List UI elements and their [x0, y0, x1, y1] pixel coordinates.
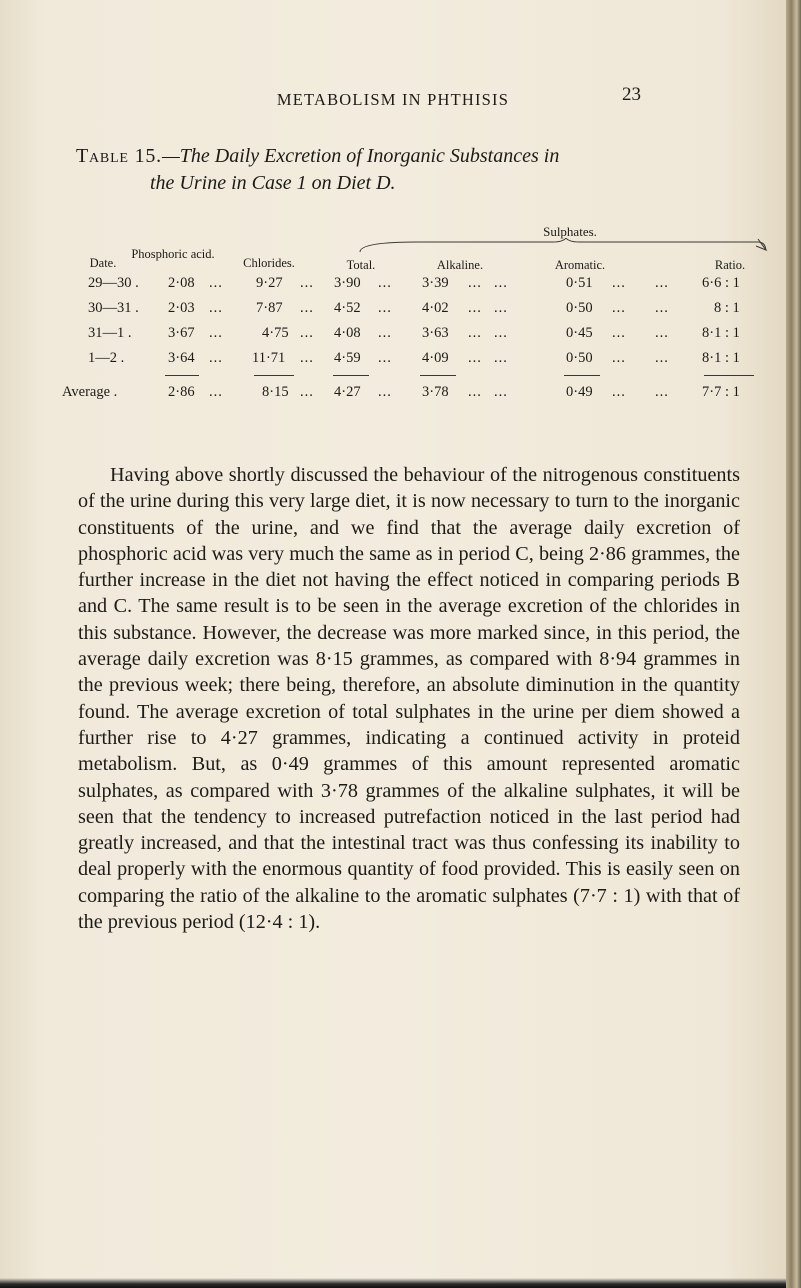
- col-header-total: Total.: [346, 258, 376, 272]
- cell-date: 29—30 .: [88, 275, 139, 291]
- cell-phosphoric: 3·64: [168, 350, 195, 366]
- cell-aromatic: 0·51: [566, 275, 593, 291]
- cell-phosphoric: 3·67: [168, 325, 195, 341]
- leader-dots: ...: [468, 325, 482, 341]
- cell-date: 1—2 .: [88, 350, 125, 366]
- leader-dots: ...: [300, 350, 314, 366]
- cell-aromatic: 0·50: [566, 300, 593, 316]
- cell-date: Average .: [62, 384, 118, 400]
- col-header-aromatic: Aromatic.: [554, 258, 606, 272]
- table-title-part1: —The Daily Excretion of Inorganic Substances in: [161, 145, 560, 167]
- cell-alkaline: 4·02: [422, 300, 449, 316]
- table-label: Table 15.: [76, 145, 162, 167]
- sulphates-group-header: Sulphates.: [543, 224, 597, 239]
- cell-chlorides: 8·15: [262, 384, 289, 400]
- cell-phosphoric: 2·08: [168, 275, 195, 291]
- page-number: 23: [622, 84, 641, 105]
- leader-dots: ...: [209, 275, 223, 291]
- cell-ratio: 8·1 : 1: [702, 350, 740, 366]
- leader-dots: ...: [612, 275, 626, 291]
- leader-dots: ...: [378, 350, 392, 366]
- sum-rule: [254, 375, 294, 376]
- cell-aromatic: 0·45: [566, 325, 593, 341]
- leader-dots: ...: [300, 325, 314, 341]
- body-text: [78, 462, 740, 935]
- cell-total: 3·90: [334, 275, 361, 291]
- leader-dots: ...: [378, 275, 392, 291]
- body-paragraph: Having above shortly discussed the behaviour of the nitrogenous constituents of the urine during this very large diet, it is now necessary to turn to the inorganic constituents of the urine, and we find that the average daily excretion of phosphoric acid was very much the same as in period C, being 2·86 grammes, the further increase in the diet not having the effect noticed in comparing periods B and C. The same result is to be seen in the average excretion of the chlorides in this substance. However, the decrease was more marked since, in this period, the average daily excretion was 8·15 grammes, as compared with 8·94 grammes in the previous week; there being, therefore, an absolute diminution in the quantity found. The average excretion of total sulphates in the urine per diem showed a further rise to 4·27 grammes, indicating a continued activity in proteid metabolism. But, as 0·49 grammes of this amount represented aromatic sulphates, as compared with 3·78 grammes of the alkaline sulphates, it will be seen that the tendency to increased putrefaction noticed in the last period had greatly increased, and that the intestinal tract was thus confessing its inability to deal properly with the enormous quantity of food provided. This is easily seen on comparing the ratio of the alkaline to the aromatic sulphates (7·7 : 1) with that of the previous period (12·4 : 1).: [78, 464, 740, 934]
- leader-dots: ...: [655, 300, 669, 316]
- cell-alkaline: 3·63: [422, 325, 449, 341]
- sum-rule: [704, 375, 754, 376]
- page-bottom-edge: [0, 1278, 786, 1288]
- cell-total: 4·08: [334, 325, 361, 341]
- leader-dots: ...: [468, 300, 482, 316]
- leader-dots: ...: [378, 325, 392, 341]
- sulphates-brace: [358, 238, 768, 254]
- leader-dots: ...: [655, 275, 669, 291]
- leader-dots: ...: [655, 325, 669, 341]
- running-head: METABOLISM IN PHTHISIS: [276, 90, 510, 109]
- cell-chlorides: 4·75: [262, 325, 289, 341]
- cell-aromatic: 0·50: [566, 350, 593, 366]
- leader-dots: ...: [494, 350, 508, 366]
- leader-dots: ...: [655, 384, 669, 400]
- cell-ratio: 6·6 : 1: [702, 275, 740, 291]
- leader-dots: ...: [300, 384, 314, 400]
- cell-ratio: 8 : 1: [714, 300, 740, 316]
- cell-ratio: 8·1 : 1: [702, 325, 740, 341]
- sum-rule: [333, 375, 369, 376]
- cell-aromatic: 0·49: [566, 384, 593, 400]
- cell-phosphoric: 2·86: [168, 384, 195, 400]
- cell-phosphoric: 2·03: [168, 300, 195, 316]
- cell-date: 30—31 .: [88, 300, 139, 316]
- leader-dots: ...: [300, 275, 314, 291]
- cell-total: 4·52: [334, 300, 361, 316]
- leader-dots: ...: [612, 325, 626, 341]
- leader-dots: ...: [494, 325, 508, 341]
- leader-dots: ...: [655, 350, 669, 366]
- sum-rule: [420, 375, 456, 376]
- cell-chlorides: 7·87: [256, 300, 283, 316]
- cell-ratio: 7·7 : 1: [702, 384, 740, 400]
- leader-dots: ...: [612, 350, 626, 366]
- leader-dots: ...: [378, 300, 392, 316]
- sum-rule: [564, 375, 600, 376]
- leader-dots: ...: [612, 384, 626, 400]
- leader-dots: ...: [209, 350, 223, 366]
- cell-alkaline: 3·78: [422, 384, 449, 400]
- leader-dots: ...: [468, 350, 482, 366]
- leader-dots: ...: [209, 325, 223, 341]
- leader-dots: ...: [300, 300, 314, 316]
- cell-alkaline: 3·39: [422, 275, 449, 291]
- col-header-alkaline: Alkaline.: [436, 258, 484, 272]
- leader-dots: ...: [494, 300, 508, 316]
- sum-rule: [165, 375, 199, 376]
- leader-dots: ...: [209, 384, 223, 400]
- cell-total: 4·27: [334, 384, 361, 400]
- leader-dots: ...: [612, 300, 626, 316]
- col-header-ratio: Ratio.: [714, 258, 746, 272]
- table-caption: [76, 143, 756, 197]
- col-header-date: Date.: [89, 256, 117, 270]
- cell-chlorides: 11·71: [252, 350, 286, 366]
- leader-dots: ...: [494, 384, 508, 400]
- cell-date: 31—1 .: [88, 325, 132, 341]
- table-title-part2: the Urine in Case 1 on Diet D.: [150, 172, 396, 194]
- leader-dots: ...: [209, 300, 223, 316]
- col-header-chlorides: Chlorides.: [243, 256, 295, 270]
- leader-dots: ...: [468, 384, 482, 400]
- leader-dots: ...: [378, 384, 392, 400]
- leader-dots: ...: [468, 275, 482, 291]
- cell-alkaline: 4·09: [422, 350, 449, 366]
- book-spine-edge: [786, 0, 801, 1288]
- col-header-phosphoric: Phosphoric acid.: [131, 247, 215, 261]
- leader-dots: ...: [494, 275, 508, 291]
- cell-chlorides: 9·27: [256, 275, 283, 291]
- cell-total: 4·59: [334, 350, 361, 366]
